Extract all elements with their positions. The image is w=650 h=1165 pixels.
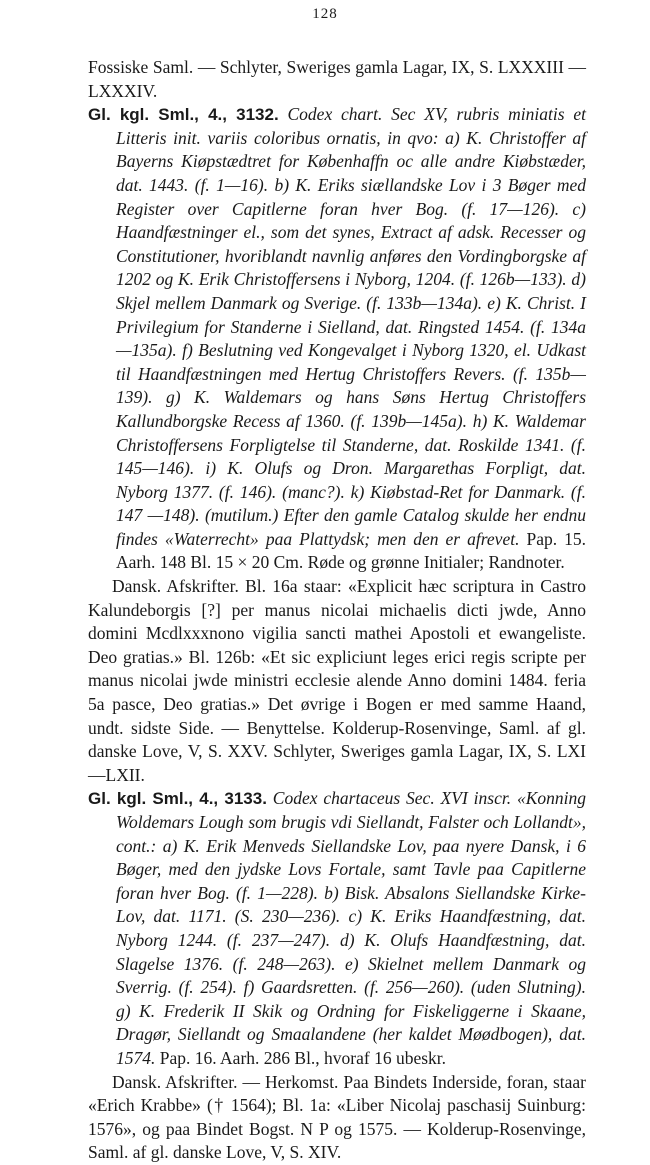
catalog-entry (88, 787, 586, 1070)
physical-description: Pap. 15. Aarh. 148 Bl. 15 × 20 Cm. Røde og grønne Initialer; Randnoter. (116, 528, 587, 573)
entry-notes: Dansk. Afskrifter. — Herkomst. Paa Bindets Inderside, foran, staar «Erich Krabbe» († 1564); Bl. 1a: «Liber Nicolaj paschasij Suinburg: 1576», og paa Bindet Bogst. N P og 1575. — Kolderup-Rosenvinge, Saml. af gl. danske Love, V, S. XIV. (88, 1071, 586, 1163)
entry-description: Codex chartaceus Sec. XVI inscr. «Konning Woldemars Lough som brugis vdi Siellandt, Falster och Lollandt», cont.: a) K. Erik Menveds Siellandske Lov, paa nyere Dansk, i 6 Bøger, med den jydske Lovs Fortale, samt Tavle paa Capitlerne foran hver Bog. (f. 1—228). b) Bisk. Absalons Siellandske Kirke-Lov, dat. 1171. (S. 230—236). c) K. Eriks Haandfæstning, dat. Nyborg 1244. (f. 237—247). d) K. Olufs Haandfæstning, dat. Slagelse 1376. (f. 248—263). e) Skielnet mellem Danmark og Sverrig. (f. 254). f) Gaardsretten. (f. 256—260). (uden Slutning). g) K. Frederik II Skik og Ordning for Fiskeliggerne i Skaane, Dragør, Siellandt og Smaalandene (her kaldet Møødbogen), dat. 1574. (116, 788, 586, 1068)
page-number: 128 (312, 6, 338, 22)
entry-notes: Dansk. Afskrifter. Bl. 16a staar: «Explicit hæc scriptura in Castro Kalundeborgis [?] per manus nicolai michaelis dicti jwde, Anno domini Mcdlxxxnono vigilia sancti mathei Apostoli et ewangeliste. Deo gratias.» Bl. 126b: «Et sic expliciunt leges erici regis scripte per manus nicolai jwde ministri ecclesie alende Anno domini 1484. feria 5a pasce, Deo gratias.» Det øvrige i Bogen er med samme Haand, undt. sidste Side. — Benyttelse. Kolderup-Rosenvinge, Saml. af gl. danske Love, V, S. XXV. Schlyter, Sweriges gamla Lagar, IX, S. LXI—LXII. (88, 576, 586, 785)
shelfmark: Gl. kgl. Sml., 4., 3133. (88, 789, 267, 809)
previous-entry-continuation: Fossiske Saml. — Schlyter, Sweriges gamla Lagar, IX, S. LXXXIII —LXXXIV. (88, 57, 586, 101)
physical-description: Pap. 16. Aarh. 286 Bl., hvoraf 16 ubeskr. (159, 1047, 447, 1068)
catalog-entry (88, 103, 586, 575)
shelfmark: Gl. kgl. Sml., 4., 3132. (88, 105, 279, 125)
entry-description: Codex chart. Sec XV, rubris miniatis et Litteris init. variis coloribus ornatis, in qvo: a) K. Christoffer af Bayerns Kiøpstædtret for Københaffn oc alle andre Kiøbstæder, dat. 1443. (f. 1—16). b) K. Eriks siællandske Lov i 3 Bøger med Register over Capitlerne foran hver Bog. (f. 17—126). c) Haandfæstninger el., som det synes, Extract af adsk. Recesser og Constitutioner, hvoriblandt navnlig anføres den Vordingborgske af 1202 og K. Erik Christoffersens i Nyborg, 1204. (f. 126b—133). d) Skjel mellem Danmark og Sverige. (f. 133b—134a). e) K. Christ. I Privilegium for Standerne i Sielland, dat. Ringsted 1454. (f. 134a—135a). f) Beslutning ved Kongevalget i Nyborg 1320, el. Udkast til Haandfæstningen med Hertug Christoffers Revers. (f. 135b—139). g) K. Waldemars og hans Søns Hertug Christoffers Kallundborgske Recess af 1360. (f. 139b—145a). h) K. Waldemar Christoffersens Forpligtelse til Standerne, dat. Roskilde 1341. (f. 145—146). i) K. Olufs og Dron. Margarethas Forpligt, dat. Nyborg 1377. (f. 146). (manc?). k) Kiøbstad-Ret for Danmark. (f. 147 —148). (mutilum.) Efter den gamle Catalog skulde her endnu findes «Waterrecht» paa Plattydsk; men den er afrevet. (116, 104, 587, 549)
catalog-body (88, 56, 586, 1165)
